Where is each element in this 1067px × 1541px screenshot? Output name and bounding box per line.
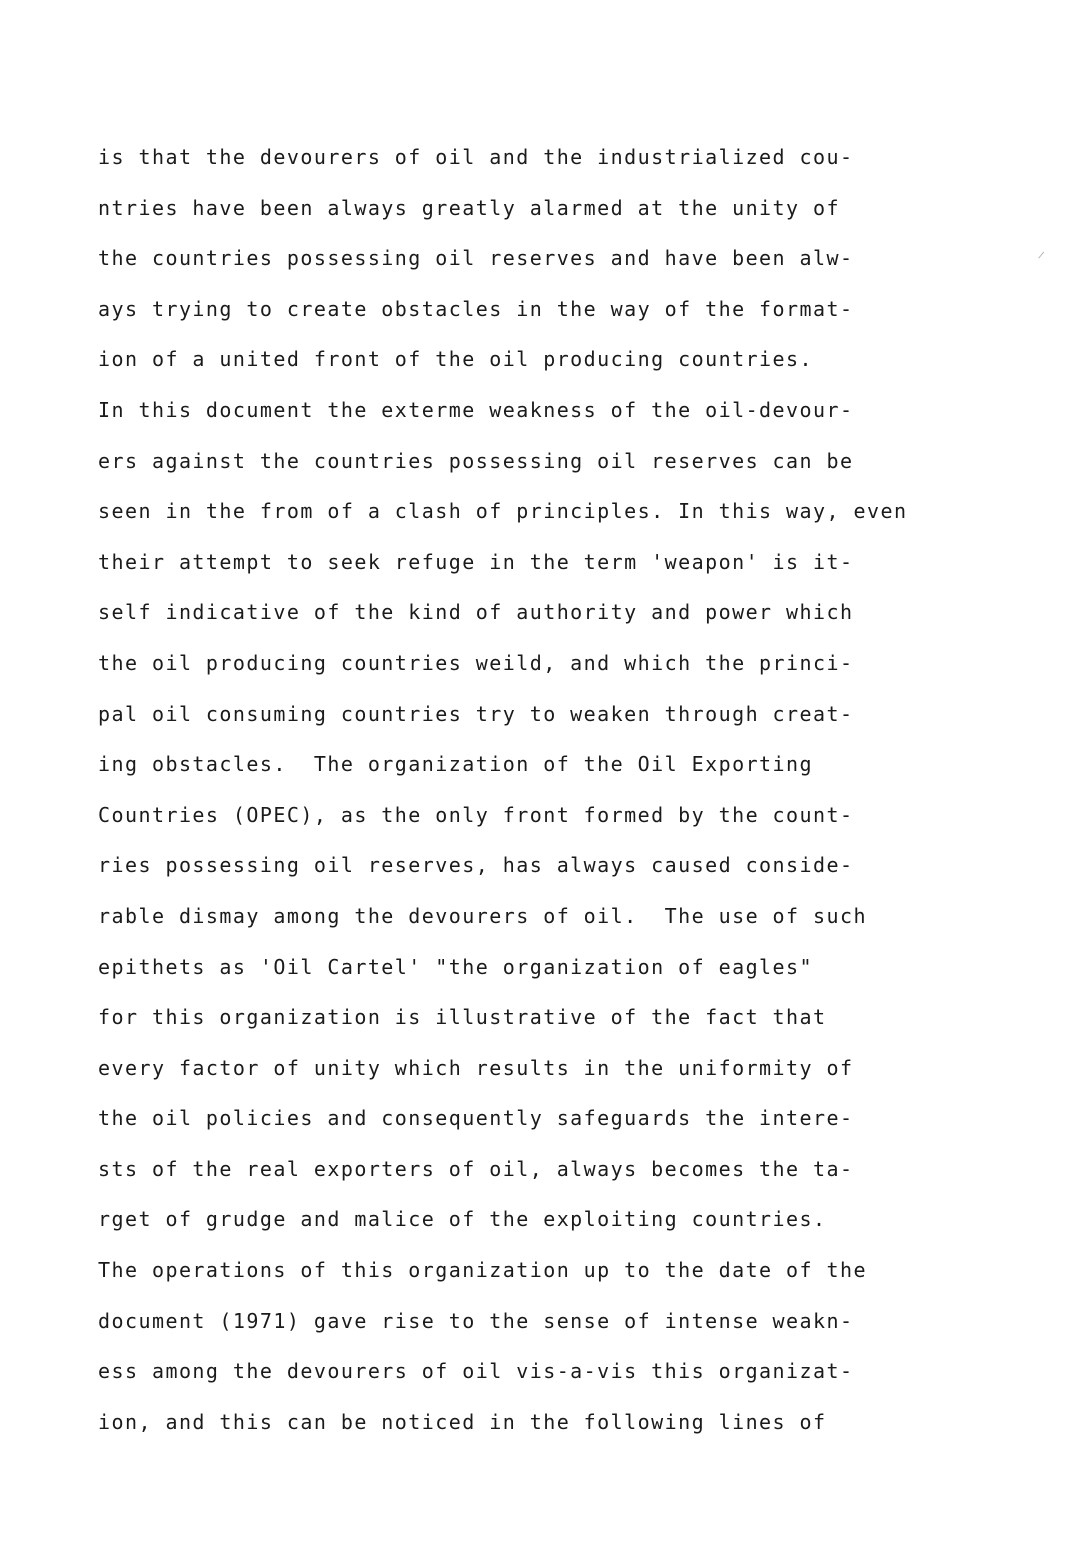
text-line: The operations of this organization up to the date of the [98,1258,867,1283]
scan-speck [1038,252,1049,263]
text-line: is that the devourers of oil and the industrialized cou- [98,145,854,169]
text-line: rable dismay among the devourers of oil. The use of such [98,903,867,928]
text-line: for this organization is illustrative of the fact that [98,1005,827,1030]
text-line: the oil policies and consequently safeguards the intere- [98,1106,854,1131]
text-line: their attempt to seek refuge in the term 'weapon' is it- [98,549,854,574]
text-line: sts of the real exporters of oil, always becomes the ta- [98,1156,854,1181]
text-line: the oil producing countries weild, and which the princi- [98,650,854,675]
text-line: ing obstacles. The organization of the Oil Exporting [98,752,814,777]
text-line: seen in the from of a clash of principles. In this way, even [98,499,908,524]
text-line: rget of grudge and malice of the exploiting countries. [98,1207,827,1232]
text-line: ion of a united front of the oil producing countries. [98,347,814,372]
text-line: ion, and this can be noticed in the following lines of [98,1409,827,1434]
text-line: every factor of unity which results in the uniformity of [98,1055,854,1080]
text-line: pal oil consuming countries try to weaken through creat- [98,701,854,726]
text-line: ers against the countries possessing oil reserves can be [98,448,854,473]
text-line: the countries possessing oil reserves and have been alw- [98,246,854,271]
text-line: Countries (OPEC), as the only front formed by the count- [98,802,854,827]
body-text [98,132,978,1447]
text-line: epithets as 'Oil Cartel' "the organization of eagles" [98,954,814,979]
text-line: ntries have been always greatly alarmed at the unity of [98,195,841,220]
text-line: ries possessing oil reserves, has always caused conside- [98,853,854,878]
text-line: document (1971) gave rise to the sense of intense weakn- [98,1308,854,1333]
text-line: ess among the devourers of oil vis-a-vis this organizat- [98,1359,854,1384]
text-line: self indicative of the kind of authority and power which [98,600,854,625]
text-line: In this document the exterme weakness of the oil-devour- [98,397,854,422]
text-line: ays trying to create obstacles in the way of the format- [98,296,854,321]
